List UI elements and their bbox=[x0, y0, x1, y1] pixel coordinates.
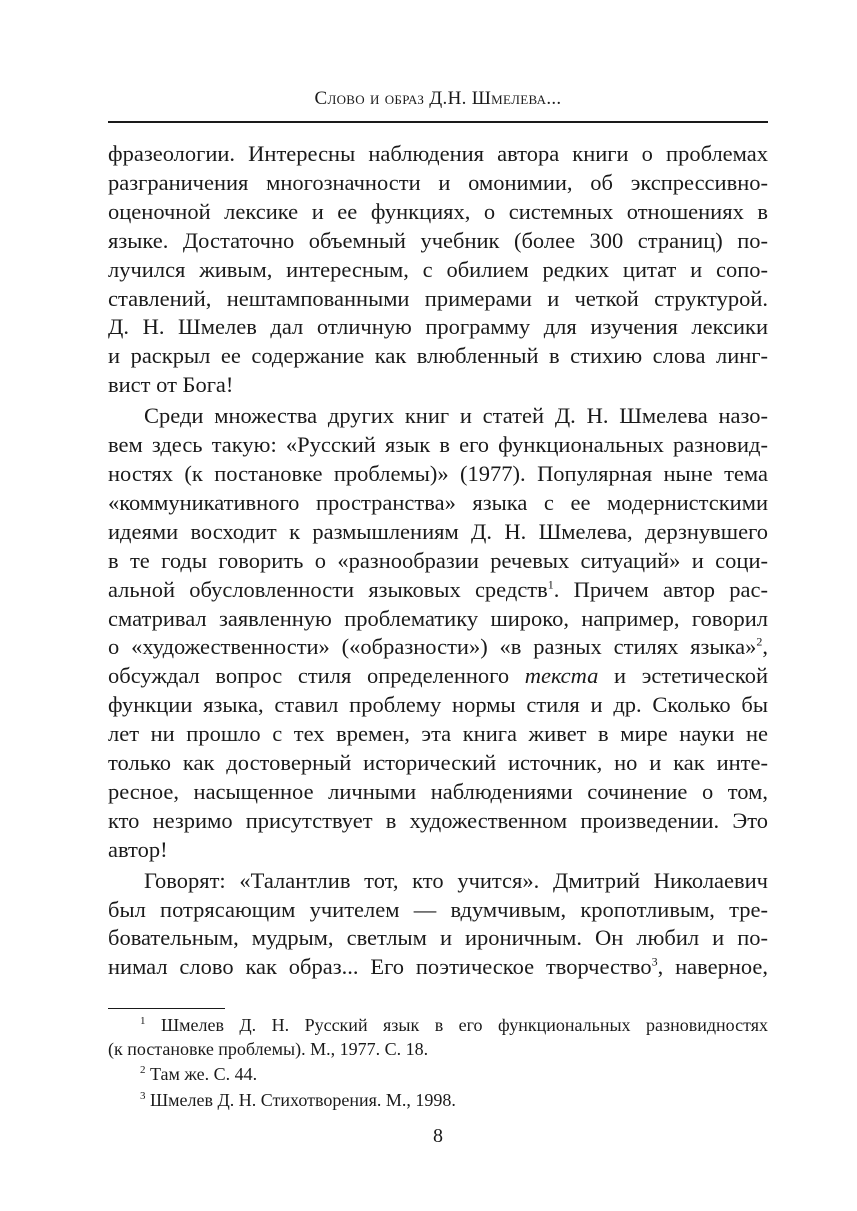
footnote-text: Шмелев Д. Н. Стихотворения. М., 1998. bbox=[150, 1089, 456, 1110]
paragraph-1 bbox=[108, 140, 768, 400]
footnote-mark: 1 bbox=[140, 1015, 146, 1027]
text-line: и раскрыл ее содержание как влюбленный в стихию слова линг- bbox=[108, 343, 768, 369]
footnote-ref-2[interactable]: 2 bbox=[756, 634, 763, 649]
text-line: бовательным, мудрым, светлым и ироничным. Он любил и по- bbox=[108, 925, 768, 951]
text-line: фразеологии. Интересны наблюдения автора книги о проблемах bbox=[108, 141, 768, 166]
text-line: только как достоверный исторический источник, но и как инте- bbox=[108, 750, 768, 776]
text-fragment: альной обусловленности языковых средств bbox=[108, 576, 548, 602]
footnote-2 bbox=[108, 1063, 768, 1087]
page-number: 8 bbox=[433, 1125, 443, 1147]
footnote-line bbox=[108, 1089, 768, 1113]
header-rule bbox=[108, 121, 768, 123]
text-line: вист от Бога! bbox=[108, 372, 234, 398]
footnotes bbox=[108, 1014, 768, 1112]
text-fragment: нимал слово как образ... Его поэтическое творчество bbox=[108, 954, 652, 980]
text-line: сматривал заявленную проблематику широко, например, говорил bbox=[108, 605, 768, 631]
footnote-3 bbox=[108, 1089, 768, 1113]
text-line: вем здесь такую: «Русский язык в его функциональных разновид- bbox=[108, 432, 768, 458]
text-line: ресное, насыщенное личными наблюдениями сочинение о том, bbox=[108, 778, 768, 804]
text-fragment: обсуждал вопрос стиля определенного bbox=[108, 663, 525, 689]
text-line: функции языка, ставил проблему нормы стиля и др. Сколько бы bbox=[108, 692, 768, 718]
text-line: идеями восходит к размышлениям Д. Н. Шмелева, дерзнувшего bbox=[108, 518, 768, 544]
text-line: Среди множества других книг и статей Д. Н. Шмелева назо- bbox=[144, 403, 768, 429]
text-line-footnote-3 bbox=[108, 953, 768, 982]
text-fragment: , наверное, bbox=[657, 954, 768, 980]
footnote-mark: 3 bbox=[140, 1089, 146, 1102]
footnote-ref-3[interactable]: 3 bbox=[651, 954, 658, 969]
text-line: Д. Н. Шмелев дал отличную программу для изучения лексики bbox=[108, 314, 768, 340]
text-fragment: и эстетической bbox=[598, 663, 768, 689]
running-head-text: Слово и образ Д.Н. Шмелева... bbox=[314, 88, 562, 109]
text-line: лучился живым, интересным, с обилием редких цитат и сопо- bbox=[108, 256, 768, 282]
text-fragment: о «художественности» («образности») «в разных стилях языка» bbox=[108, 634, 757, 660]
text-line: ностях (к постановке проблемы)» (1977). Популярная ныне тема bbox=[108, 460, 768, 486]
text-line: языке. Достаточно объемный учебник (более 300 страниц) по- bbox=[108, 227, 768, 253]
text-line: «коммуникативного пространства» языка с ее модернистскими bbox=[108, 489, 768, 515]
text-line: Говорят: «Талантлив тот, кто учится». Дмитрий Николаевич bbox=[144, 867, 768, 893]
text-fragment: , bbox=[762, 634, 768, 660]
text-line: лет ни прошло с тех времен, эта книга живет в мире науки не bbox=[108, 721, 768, 747]
footnote-line: (к постановке проблемы). М., 1977. С. 18. bbox=[108, 1038, 429, 1059]
footnote-mark: 2 bbox=[140, 1064, 146, 1076]
footnote-line bbox=[108, 1063, 768, 1087]
paragraph-3 bbox=[108, 867, 768, 983]
text-line: в те годы говорить о «разнообразии речевых ситуаций» и соци- bbox=[108, 547, 768, 573]
text-line-footnote-2 bbox=[108, 633, 768, 662]
text-line: ставлений, нештампованными примерами и четкой структурой. bbox=[108, 285, 768, 311]
text-line-italic bbox=[108, 662, 768, 691]
text-fragment: . Причем автор рас- bbox=[553, 576, 768, 602]
text-line: был потрясающим учителем — вдумчивым, кропотливым, тре- bbox=[108, 896, 768, 922]
paragraph-2 bbox=[108, 402, 768, 865]
footnote-text: Шмелев Д. Н. Русский язык в его функциональных разновидностях bbox=[160, 1015, 769, 1035]
footnote-text: Там же. С. 44. bbox=[150, 1064, 258, 1084]
text-line: разграничения многозначности и омонимии, об экспрессивно- bbox=[108, 169, 768, 195]
text-line: автор! bbox=[108, 836, 168, 862]
footnote-line bbox=[108, 1014, 768, 1038]
footnote-1 bbox=[108, 1014, 768, 1061]
running-head bbox=[108, 88, 768, 110]
italic-word: текста bbox=[524, 663, 599, 689]
footnote-rule bbox=[108, 1008, 225, 1009]
text-line-footnote-1 bbox=[108, 576, 768, 605]
footnote-ref-1[interactable]: 1 bbox=[547, 577, 554, 592]
text-line: кто незримо присутствует в художественном произведении. Это bbox=[108, 807, 768, 833]
body-text bbox=[108, 140, 768, 982]
text-line: оценочной лексике и ее функциях, о системных отношениях в bbox=[108, 198, 768, 224]
